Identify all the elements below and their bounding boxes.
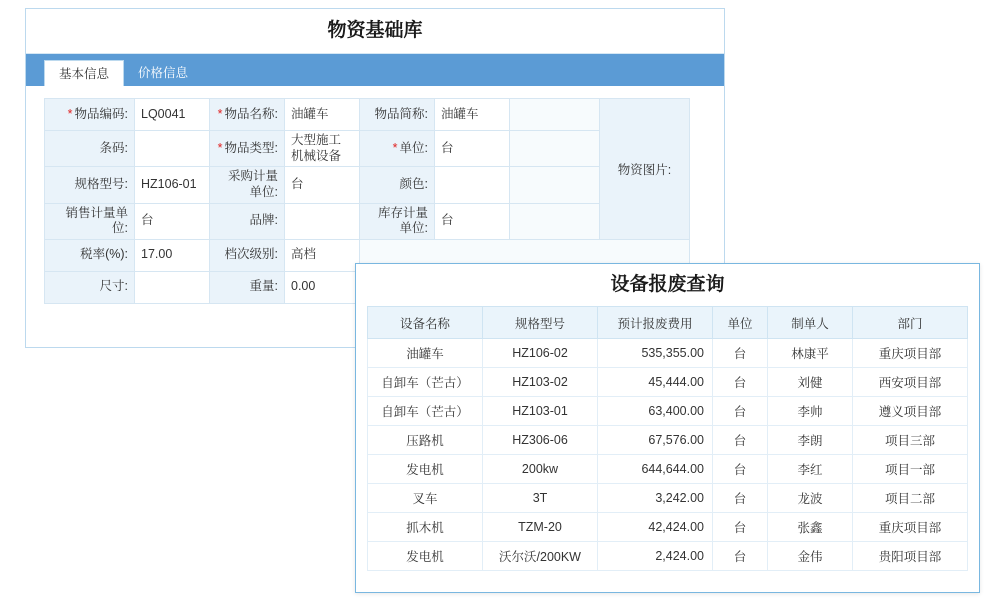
cell-model: HZ106-02: [483, 339, 598, 368]
field-value-tax-rate[interactable]: 17.00: [135, 239, 210, 271]
cell-unit: 台: [713, 484, 768, 513]
field-value-sales-unit[interactable]: 台: [135, 203, 210, 239]
cell-cost: 45,444.00: [598, 368, 713, 397]
cell-creator[interactable]: 龙波: [768, 484, 853, 513]
field-label-brand: 品牌:: [210, 203, 285, 239]
column-header-name[interactable]: 设备名称: [368, 307, 483, 339]
cell-name[interactable]: 发电机: [368, 542, 483, 571]
tab-bar: [26, 54, 724, 86]
cell-cost: 644,644.00: [598, 455, 713, 484]
cell-dept: 遵义项目部: [853, 397, 968, 426]
cell-dept: 西安项目部: [853, 368, 968, 397]
field-label-grade: 档次级别:: [210, 239, 285, 271]
field-value-spare-2: [510, 131, 600, 167]
cell-model: 200kw: [483, 455, 598, 484]
field-value-brand[interactable]: [285, 203, 360, 239]
cell-cost: 63,400.00: [598, 397, 713, 426]
field-label-barcode: 条码:: [45, 131, 135, 167]
field-value-spec-model[interactable]: HZ106-01: [135, 167, 210, 203]
field-label-color: 颜色:: [360, 167, 435, 203]
cell-unit: 台: [713, 542, 768, 571]
cell-cost: 535,355.00: [598, 339, 713, 368]
cell-dept: 重庆项目部: [853, 513, 968, 542]
required-marker: *: [67, 106, 73, 121]
scrap-query-title: 设备报废查询: [610, 274, 725, 295]
table-row[interactable]: [368, 542, 968, 571]
column-header-cost[interactable]: 预计报废费用: [598, 307, 713, 339]
field-value-spare-1: [510, 99, 600, 131]
cell-model: TZM-20: [483, 513, 598, 542]
cell-model: HZ103-01: [483, 397, 598, 426]
cell-creator[interactable]: 李红: [768, 455, 853, 484]
field-label-weight: 重量:: [210, 271, 285, 303]
cell-dept: 重庆项目部: [853, 339, 968, 368]
cell-name[interactable]: 压路机: [368, 426, 483, 455]
cell-dept: 贵阳项目部: [853, 542, 968, 571]
field-value-stock-unit[interactable]: 台: [435, 203, 510, 239]
table-row[interactable]: [368, 397, 968, 426]
cell-cost: 42,424.00: [598, 513, 713, 542]
field-value-grade[interactable]: 高档: [285, 239, 360, 271]
field-value-item-code[interactable]: LQ0041: [135, 99, 210, 131]
tab-basic-info[interactable]: 基本信息: [44, 60, 124, 86]
field-value-weight[interactable]: 0.00: [285, 271, 360, 303]
table-row[interactable]: [368, 368, 968, 397]
cell-name[interactable]: 自卸车（芒古）: [368, 368, 483, 397]
cell-cost: 67,576.00: [598, 426, 713, 455]
field-label-purchase-unit: 采购计量单位:: [210, 167, 285, 203]
required-marker: *: [217, 140, 223, 155]
cell-cost: 3,242.00: [598, 484, 713, 513]
field-label-item-name: * 物品名称:: [210, 99, 285, 131]
field-value-size[interactable]: [135, 271, 210, 303]
cell-model: HZ103-02: [483, 368, 598, 397]
cell-unit: 台: [713, 455, 768, 484]
cell-creator[interactable]: 张鑫: [768, 513, 853, 542]
table-row[interactable]: [368, 484, 968, 513]
cell-creator[interactable]: 林康平: [768, 339, 853, 368]
material-image-label: 物资图片:: [600, 99, 690, 240]
field-value-item-type[interactable]: 大型施工机械设备: [285, 131, 360, 167]
field-label-sales-unit: 销售计量单位:: [45, 203, 135, 239]
field-value-color[interactable]: [435, 167, 510, 203]
cell-creator[interactable]: 李帅: [768, 397, 853, 426]
field-label-spec-model: 规格型号:: [45, 167, 135, 203]
field-label-item-code: * 物品编码:: [45, 99, 135, 131]
field-label-tax-rate: 税率(%):: [45, 239, 135, 271]
field-value-unit[interactable]: 台: [435, 131, 510, 167]
cell-creator[interactable]: 金伟: [768, 542, 853, 571]
column-header-dept[interactable]: 部门: [853, 307, 968, 339]
table-row[interactable]: [368, 513, 968, 542]
equipment-scrap-query-window: [355, 263, 980, 593]
cell-name[interactable]: 发电机: [368, 455, 483, 484]
field-label-item-type: * 物品类型:: [210, 131, 285, 167]
form-row: [45, 99, 690, 131]
field-value-spare-3: [510, 167, 600, 203]
cell-model: 沃尔沃/200KW: [483, 542, 598, 571]
cell-dept: 项目一部: [853, 455, 968, 484]
cell-cost: 2,424.00: [598, 542, 713, 571]
cell-unit: 台: [713, 339, 768, 368]
cell-unit: 台: [713, 368, 768, 397]
cell-name[interactable]: 自卸车（芒古）: [368, 397, 483, 426]
cell-dept: 项目三部: [853, 426, 968, 455]
table-header-row: [368, 307, 968, 339]
cell-model: 3T: [483, 484, 598, 513]
cell-unit: 台: [713, 426, 768, 455]
column-header-unit[interactable]: 单位: [713, 307, 768, 339]
column-header-creator[interactable]: 制单人: [768, 307, 853, 339]
scrap-query-table: [367, 306, 968, 571]
required-marker: *: [217, 106, 223, 121]
field-value-item-name[interactable]: 油罐车: [285, 99, 360, 131]
field-value-purchase-unit[interactable]: 台: [285, 167, 360, 203]
field-value-item-short-name[interactable]: 油罐车: [435, 99, 510, 131]
form-row: [45, 203, 690, 239]
cell-name[interactable]: 叉车: [368, 484, 483, 513]
cell-name[interactable]: 抓木机: [368, 513, 483, 542]
table-row[interactable]: [368, 455, 968, 484]
cell-name[interactable]: 油罐车: [368, 339, 483, 368]
cell-dept: 项目二部: [853, 484, 968, 513]
field-label-size: 尺寸:: [45, 271, 135, 303]
table-row[interactable]: [368, 339, 968, 368]
required-marker: *: [392, 140, 398, 155]
field-value-spare-4: [510, 203, 600, 239]
field-value-barcode[interactable]: [135, 131, 210, 167]
cell-creator[interactable]: 李朗: [768, 426, 853, 455]
form-row: [45, 131, 690, 167]
table-row[interactable]: [368, 426, 968, 455]
field-label-stock-unit: 库存计量单位:: [360, 203, 435, 239]
tab-price-info[interactable]: 价格信息: [138, 66, 189, 80]
form-row: [45, 167, 690, 203]
column-header-model[interactable]: 规格型号: [483, 307, 598, 339]
field-label-unit: * 单位:: [360, 131, 435, 167]
cell-unit: 台: [713, 513, 768, 542]
cell-model: HZ306-06: [483, 426, 598, 455]
page-title: 物资基础库: [26, 9, 724, 54]
cell-creator[interactable]: 刘健: [768, 368, 853, 397]
cell-unit: 台: [713, 397, 768, 426]
field-label-item-short-name: 物品简称:: [360, 99, 435, 131]
